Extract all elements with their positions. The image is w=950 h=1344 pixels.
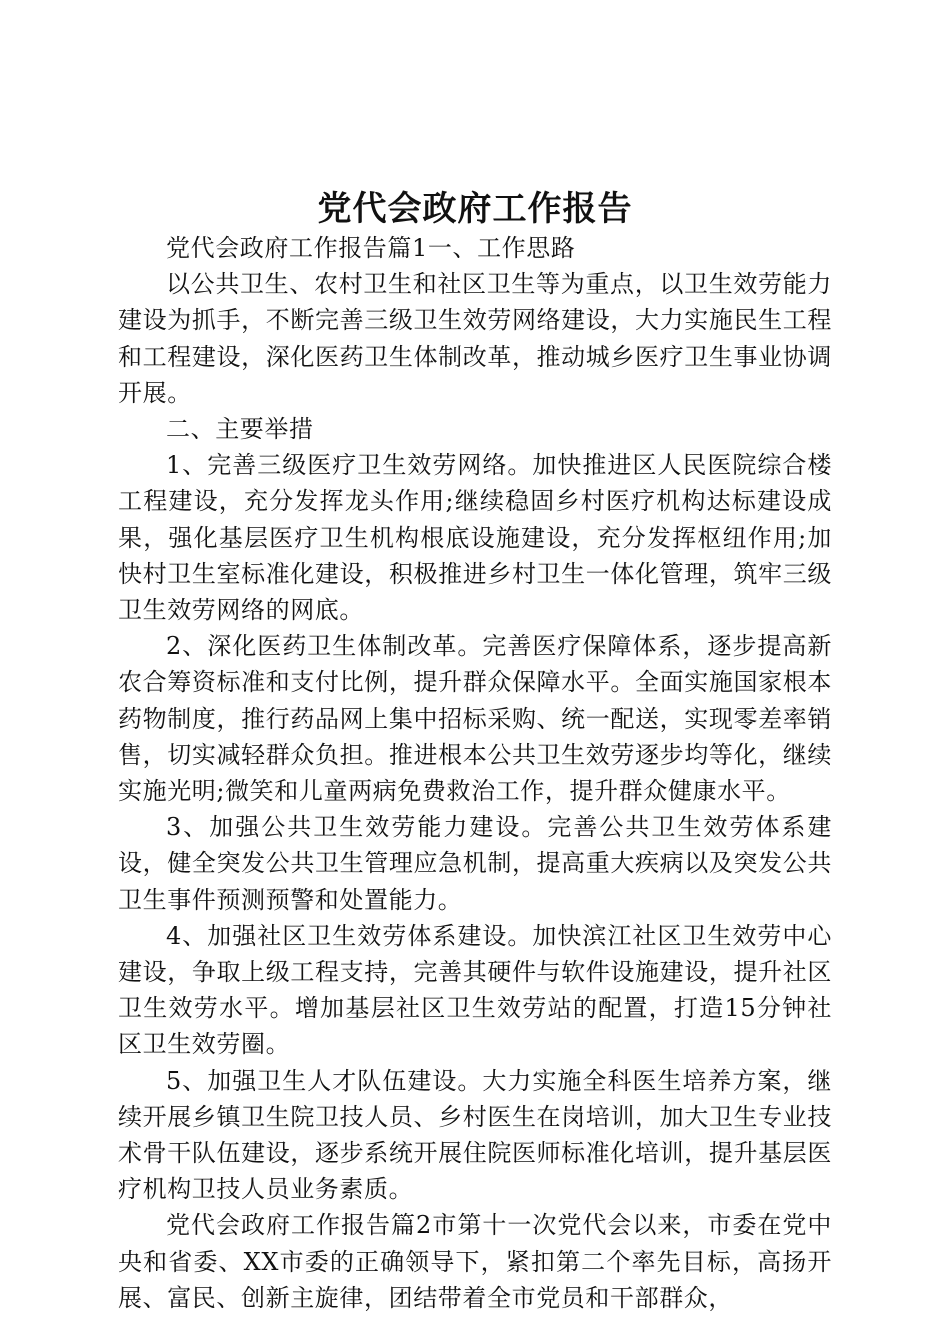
- paragraph-measure-2: 2、深化医药卫生体制改革。完善医疗保障体系，逐步提高新农合筹资标准和支付比例，提升群众保障水平。全面实施国家根本药物制度，推行药品网上集中招标采购、统一配送，实现零差率销售，切实减轻群众负担。推进根本公共卫生效劳逐步均等化，继续实施光明;微笑和儿童两病免费救治工作，提升群众健康水平。: [118, 632, 832, 806]
- paragraph-measure-4: 4、加强社区卫生效劳体系建设。加快滨江社区卫生效劳中心建设，争取上级工程支持，完善其硬件与软件设施建设，提升社区卫生效劳水平。增加基层社区卫生效劳站的配置，打造15分钟社区卫生效劳圈。: [118, 921, 832, 1059]
- document-body: [118, 230, 832, 1316]
- paragraph-measure-5: 5、加强卫生人才队伍建设。大力实施全科医生培养方案，继续开展乡镇卫生院卫技人员、乡村医生在岗培训，加大卫生专业技术骨干队伍建设，逐步系统开展住院医师标准化培训，提升基层医疗机构卫技人员业务素质。: [118, 1066, 832, 1204]
- paragraph-measure-3: 3、加强公共卫生效劳能力建设。完善公共卫生效劳体系建设，健全突发公共卫生管理应急机制，提高重大疾病以及突发公共卫生事件预测预警和处置能力。: [118, 813, 832, 914]
- paragraph-work-approach: 以公共卫生、农村卫生和社区卫生等为重点，以卫生效劳能力建设为抓手，不断完善三级卫生效劳网络建设，大力实施民生工程和工程建设，深化医药卫生体制改革，推动城乡医疗卫生事业协调开展。: [118, 270, 832, 407]
- paragraph-report-2: 党代会政府工作报告篇2市第十一次党代会以来，市委在党中央和省委、XX市委的正确领导下，紧扣第二个率先目标，高扬开展、富民、创新主旋律，团结带着全市党员和干部群众，: [118, 1211, 832, 1312]
- document-title: 党代会政府工作报告: [317, 189, 633, 229]
- paragraph-section-heading: 二、主要举措: [166, 415, 314, 444]
- paragraph-measure-1: 1、完善三级医疗卫生效劳网络。加快推进区人民医院综合楼工程建设，充分发挥龙头作用;继续稳固乡村医疗机构达标建设成果，强化基层医疗卫生机构根底设施建设，充分发挥枢纽作用;加快村卫生室标准化建设，积极推进乡村卫生一体化管理，筑牢三级卫生效劳网络的网底。: [118, 451, 832, 625]
- paragraph-intro: 党代会政府工作报告篇1一、工作思路: [166, 234, 576, 262]
